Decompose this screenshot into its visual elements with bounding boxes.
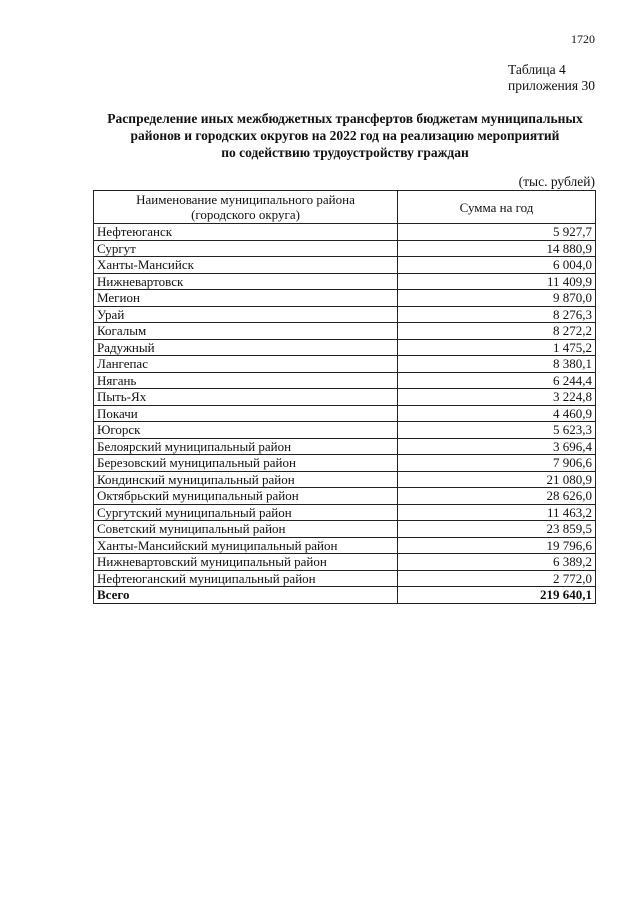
table-row (94, 455, 596, 472)
annual-sum: 3 224,8 (398, 389, 596, 406)
total-sum: 219 640,1 (398, 587, 596, 604)
municipality-name: Лангепас (94, 356, 398, 373)
table-row (94, 504, 596, 521)
annual-sum: 6 004,0 (398, 257, 596, 274)
municipality-name: Ханты-Мансийск (94, 257, 398, 274)
municipality-name: Пыть-Ях (94, 389, 398, 406)
document-title-line3: по содействию трудоустройству граждан (221, 145, 469, 160)
table-row (94, 570, 596, 587)
annual-sum: 19 796,6 (398, 537, 596, 554)
table-row (94, 537, 596, 554)
table-row (94, 323, 596, 340)
table-row (94, 339, 596, 356)
annual-sum: 6 244,4 (398, 372, 596, 389)
annual-sum: 23 859,5 (398, 521, 596, 538)
annual-sum: 8 272,2 (398, 323, 596, 340)
table-row (94, 422, 596, 439)
annual-sum: 5 927,7 (398, 224, 596, 241)
document-title-line2: районов и городских округов на 2022 год на реализацию мероприятий (130, 128, 560, 143)
table-row (94, 273, 596, 290)
annual-sum: 6 389,2 (398, 554, 596, 571)
municipality-name: Нижневартовский муниципальный район (94, 554, 398, 571)
municipality-name: Нижневартовск (94, 273, 398, 290)
municipality-name: Советский муниципальный район (94, 521, 398, 538)
table-row (94, 488, 596, 505)
table-row (94, 372, 596, 389)
table-reference-line1: Таблица 4 (507, 62, 566, 77)
annual-sum: 8 276,3 (398, 306, 596, 323)
table-header-row (94, 191, 596, 224)
annual-sum: 21 080,9 (398, 471, 596, 488)
municipality-name: Нягань (94, 372, 398, 389)
municipality-name: Нефтеюганск (94, 224, 398, 241)
municipality-name: Мегион (94, 290, 398, 307)
annual-sum: 8 380,1 (398, 356, 596, 373)
table-row (94, 521, 596, 538)
municipality-name: Березовский муниципальный район (94, 455, 398, 472)
table-body (94, 224, 596, 604)
municipality-name: Покачи (94, 405, 398, 422)
municipality-name: Югорск (94, 422, 398, 439)
header-name-line1: Наименование муниципального района (136, 192, 355, 207)
table-row (94, 405, 596, 422)
transfers-table (93, 190, 596, 604)
annual-sum: 2 772,0 (398, 570, 596, 587)
table-row (94, 257, 596, 274)
table-row (94, 240, 596, 257)
header-name (94, 191, 398, 224)
annual-sum: 5 623,3 (398, 422, 596, 439)
municipality-name: Нефтеюганский муниципальный район (94, 570, 398, 587)
annual-sum: 9 870,0 (398, 290, 596, 307)
municipality-name: Сургут (94, 240, 398, 257)
table-row (94, 356, 596, 373)
annual-sum: 11 409,9 (398, 273, 596, 290)
table-row (94, 471, 596, 488)
municipality-name: Белоярский муниципальный район (94, 438, 398, 455)
municipality-name: Когалым (94, 323, 398, 340)
table-row (94, 389, 596, 406)
table-reference (508, 62, 595, 94)
total-row (94, 587, 596, 604)
table-row (94, 438, 596, 455)
annual-sum: 7 906,6 (398, 455, 596, 472)
table-row (94, 554, 596, 571)
table-row (94, 290, 596, 307)
municipality-name: Октябрьский муниципальный район (94, 488, 398, 505)
annual-sum: 28 626,0 (398, 488, 596, 505)
table-reference-line2: приложения 30 (507, 78, 595, 93)
municipality-name: Ханты-Мансийский муниципальный район (94, 537, 398, 554)
annual-sum: 11 463,2 (398, 504, 596, 521)
annual-sum: 14 880,9 (398, 240, 596, 257)
units-label: (тыс. рублей) (518, 174, 595, 189)
annual-sum: 4 460,9 (398, 405, 596, 422)
total-label: Всего (94, 587, 398, 604)
table-row (94, 224, 596, 241)
municipality-name: Радужный (94, 339, 398, 356)
document-title (70, 110, 620, 161)
header-sum: Сумма на год (398, 191, 596, 224)
annual-sum: 1 475,2 (398, 339, 596, 356)
municipality-name: Сургутский муниципальный район (94, 504, 398, 521)
municipality-name: Кондинский муниципальный район (94, 471, 398, 488)
annual-sum: 3 696,4 (398, 438, 596, 455)
page-number: 1720 (571, 32, 595, 46)
table-row (94, 306, 596, 323)
document-title-line1: Распределение иных межбюджетных трансфертов бюджетам муниципальных (107, 111, 583, 126)
header-name-line2: (городского округа) (191, 207, 300, 222)
municipality-name: Урай (94, 306, 398, 323)
